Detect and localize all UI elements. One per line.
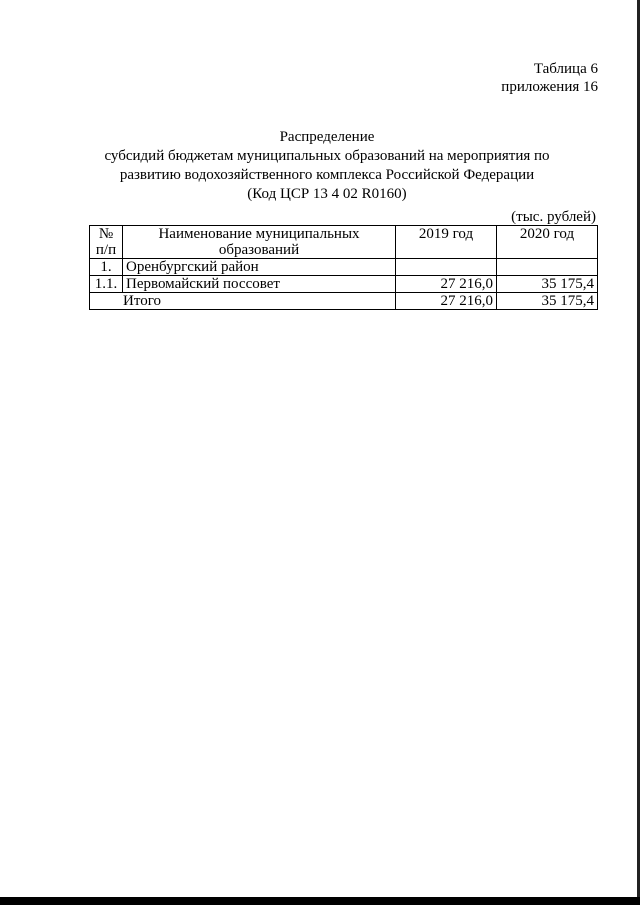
row-number: 1. (90, 259, 123, 276)
header-2019: 2019 год (396, 226, 497, 259)
total-label: Итого (90, 293, 396, 310)
row-name: Оренбургский район (123, 259, 396, 276)
appendix-label: приложения 16 (501, 79, 598, 95)
table-total-row (90, 293, 598, 310)
row-value-2019: 27 216,0 (396, 276, 497, 293)
row-name: Первомайский поссовет (123, 276, 396, 293)
subsidy-table (89, 225, 598, 310)
total-value-2019: 27 216,0 (396, 293, 497, 310)
row-value-2019 (396, 259, 497, 276)
header-name: Наименование муниципальных образований (123, 226, 396, 259)
units-label: (тыс. рублей) (511, 209, 596, 225)
table-row (90, 276, 598, 293)
document-reference (501, 60, 598, 96)
table-row (90, 259, 598, 276)
title-line-2: субсидий бюджетам муниципальных образований на мероприятия по (104, 148, 550, 164)
header-number: № п/п (90, 226, 123, 259)
title-line-4: (Код ЦСР 13 4 02 R0160) (247, 186, 407, 202)
title-line-1: Распределение (279, 129, 375, 145)
document-title (60, 128, 594, 204)
table-header-row (90, 226, 598, 259)
table-label: Таблица 6 (533, 61, 598, 77)
row-value-2020 (497, 259, 598, 276)
total-value-2020: 35 175,4 (497, 293, 598, 310)
header-2020: 2020 год (497, 226, 598, 259)
row-number: 1.1. (90, 276, 123, 293)
row-value-2020: 35 175,4 (497, 276, 598, 293)
title-line-3: развитию водохозяйственного комплекса Российской Федерации (119, 167, 535, 183)
scan-edge-bottom (0, 897, 640, 905)
